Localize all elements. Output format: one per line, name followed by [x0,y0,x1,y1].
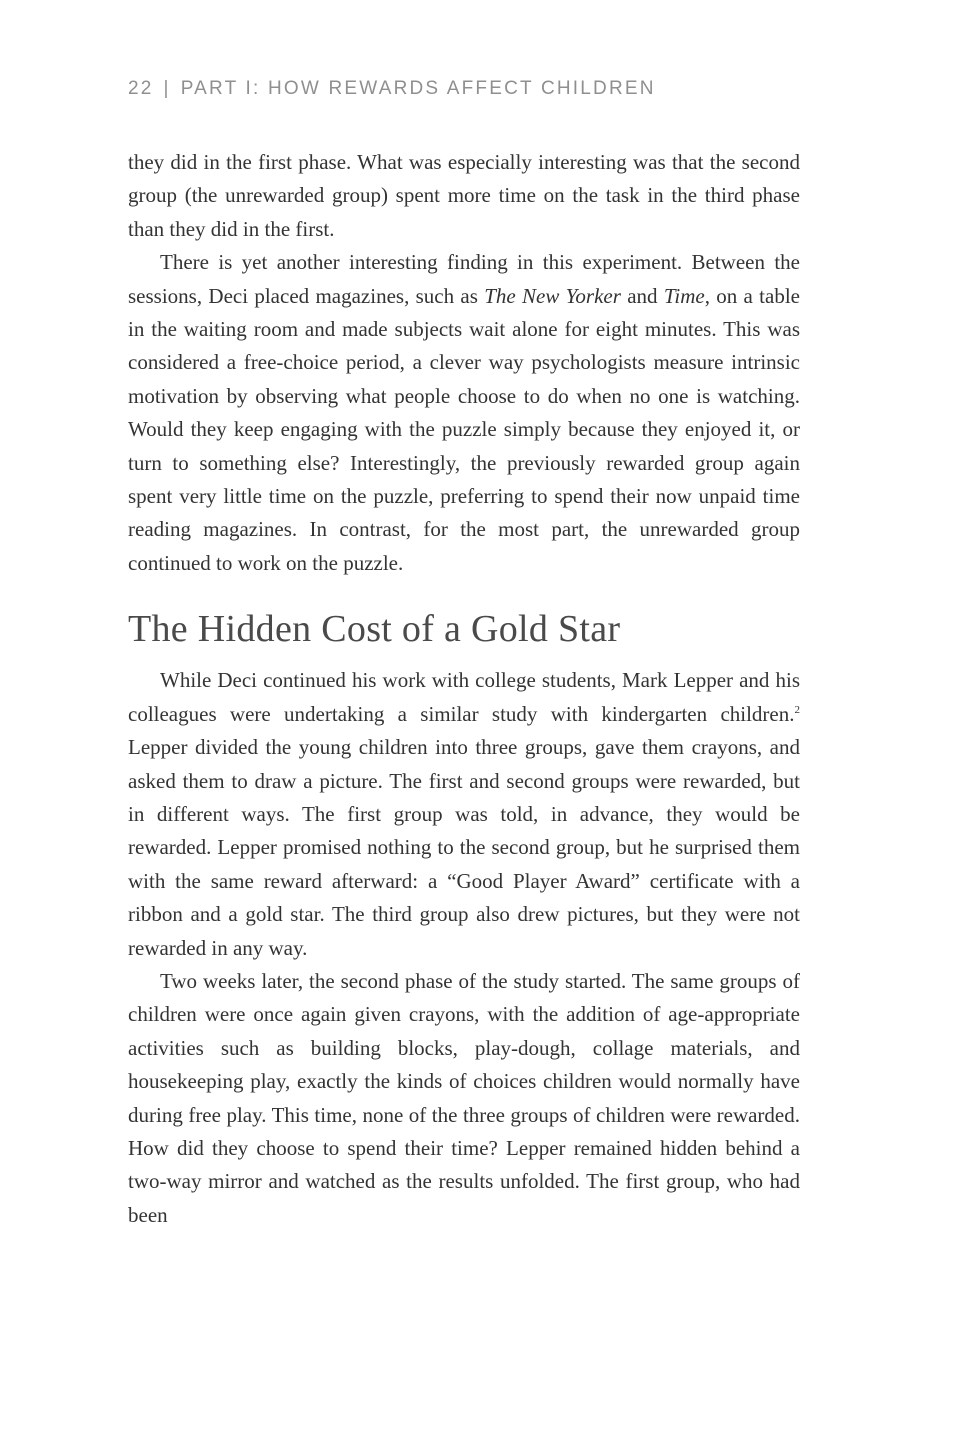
paragraph-free-choice [128,246,800,580]
page-number: 22 [128,78,154,99]
paragraph-continued: they did in the first phase. What was especially interesting was that the second group (the unrewarded group) spent more time on the task in the third phase than they did in the first. [128,150,800,241]
magazine-title: Time [663,283,705,308]
paragraph-text: Lepper divided the young children into three groups, gave them crayons, and asked them to draw a picture. The first and second groups were rewarded, but in different ways. The first group was told, in advance, they would be rewarded. Lepper promised nothing to the second group, but he surprised them with the same reward afterward: a “Good Player Award” certificate with a ribbon and a gold star. The third group also drew pictures, but they were not rewarded in any way. [128,735,800,960]
section-heading: The Hidden Cost of a Gold Star [128,608,621,651]
paragraph-text: , on a table in the waiting room and made subjects wait alone for eight minutes. This was considered a free-choice period, a clever way psychologists measure intrinsic motivation by observing what people choose to do when no one is watching. Would they keep engaging with the puzzle simply because they enjoyed it, or turn to something else? Interestingly, the previously rewarded group again spent very little time on the puzzle, preferring to spend their now unpaid time reading magazines. In contrast, for the most part, the unrewarded group continued to work on the puzzle. [128,283,800,575]
paragraph-text: While Deci continued his work with college students, Mark Lepper and his colleagues were undertaking a similar study with kindergarten children. [128,668,800,726]
running-head [128,78,800,100]
paragraph-second-phase: Two weeks later, the second phase of the study started. The same groups of children were once again given crayons, with the addition of age-appropriate activities such as building blocks, play-dough, collage materials, and housekeeping play, exactly the kinds of choices children would normally have during free play. This time, none of the three groups of children were rewarded. How did they choose to spend their time? Lepper remained hidden behind a two-way mirror and watched as the results unfolded. The first group, who had been [128,968,800,1227]
paragraph-text: and [620,283,664,308]
paragraph-lepper-study [128,664,800,965]
header-separator: | [163,78,171,99]
running-title: PART I: HOW REWARDS AFFECT CHILDREN [180,78,656,99]
magazine-title: The New Yorker [484,283,621,308]
paragraph-text: There is yet another interesting finding in this experiment. Between the sessions, Deci placed magazines, such as [128,250,800,308]
footnote-marker: 2 [794,703,800,716]
body-text [128,146,800,1232]
